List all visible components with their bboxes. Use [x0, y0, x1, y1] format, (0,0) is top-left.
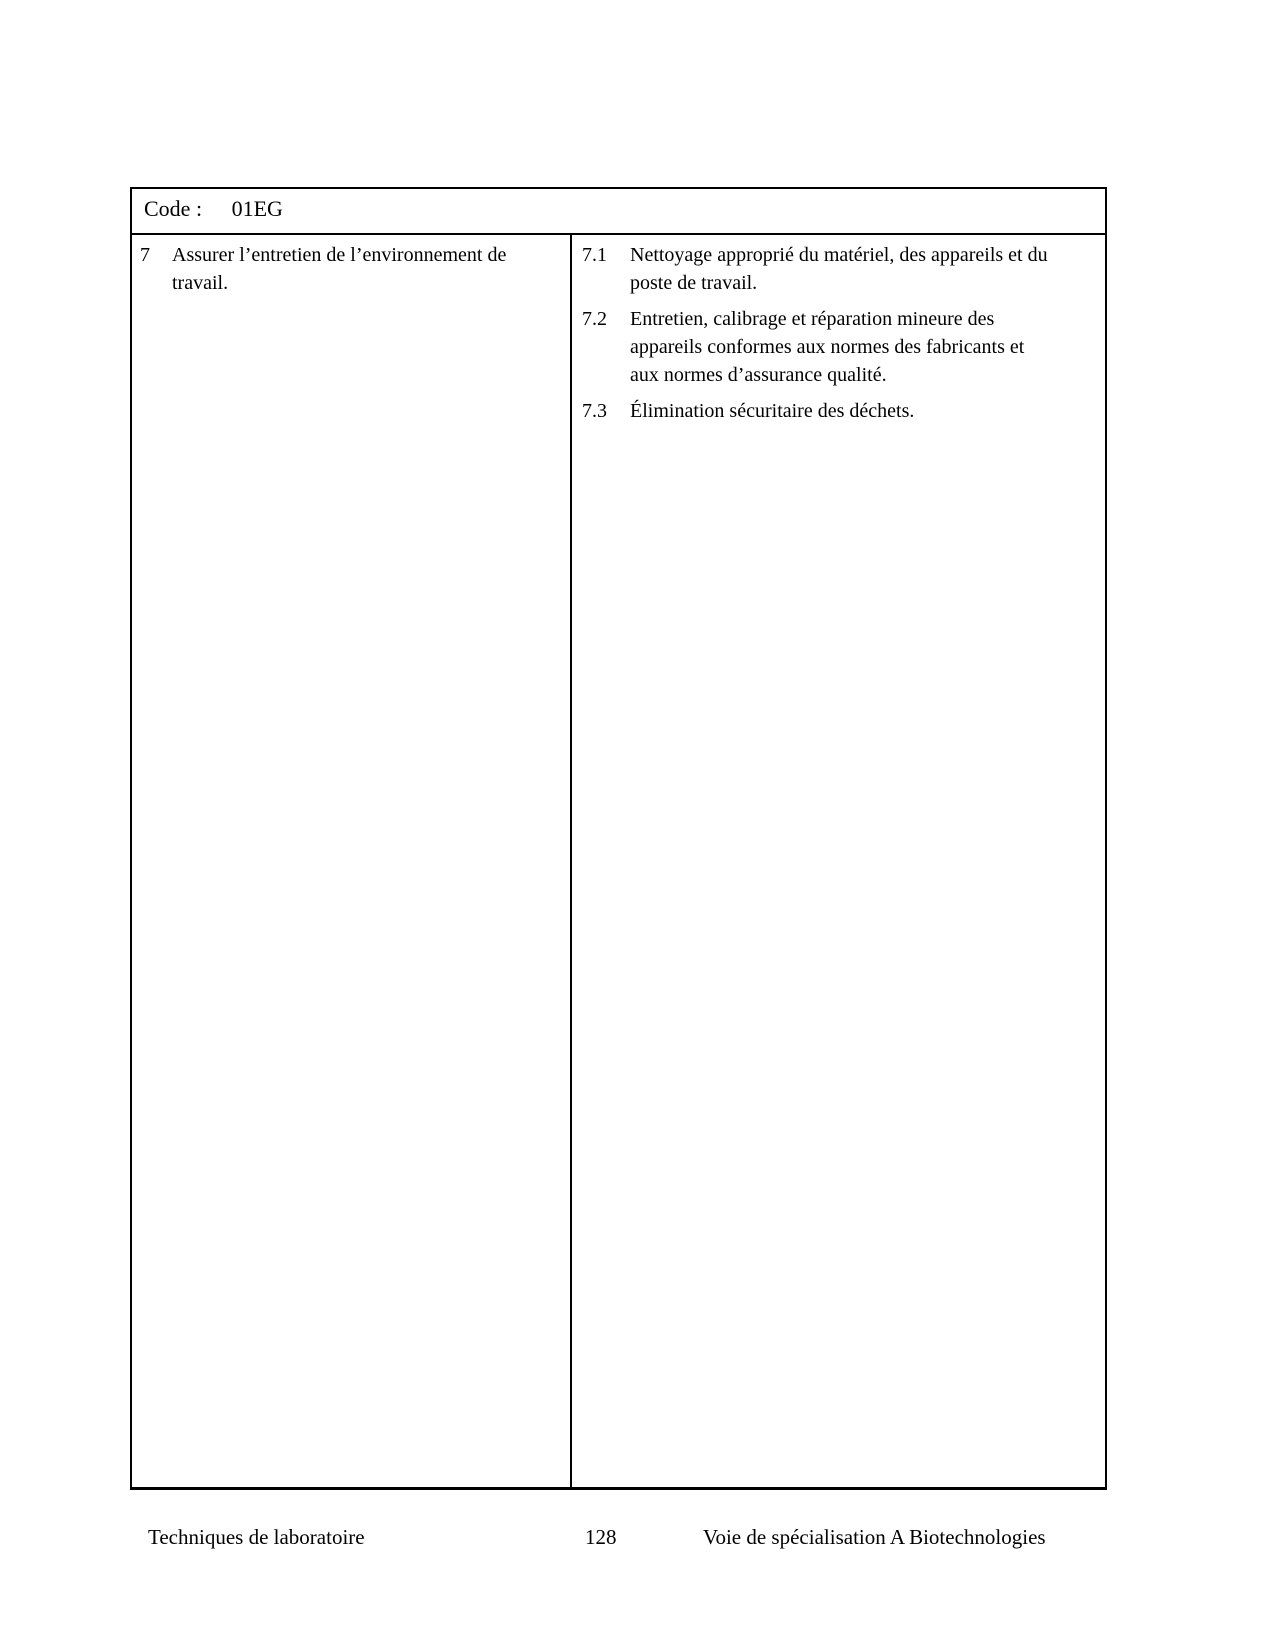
table-body [132, 235, 1105, 1487]
objective-number: 7 [140, 244, 150, 266]
criterion-number: 7.2 [582, 308, 607, 330]
criterion-row [572, 305, 1105, 389]
criterion-number: 7.1 [582, 244, 607, 266]
code-label: Code : [144, 196, 203, 221]
footer-section-title: Voie de spécialisation A Biotechnologies [703, 1525, 1046, 1549]
table-header-row [132, 189, 1105, 235]
criterion-text: Entretien, calibrage et réparation mineure des appareils conformes aux normes des fabricants et aux normes d’assurance qualité. [630, 308, 1025, 386]
criteria-cell [570, 235, 1105, 1487]
criterion-row [572, 241, 1105, 297]
page-footer [0, 1523, 1275, 1553]
footer-document-title: Techniques de laboratoire [148, 1525, 365, 1549]
page-number: 128 [585, 1525, 617, 1549]
objective-cell [132, 235, 570, 1487]
criterion-text: Élimination sécuritaire des déchets. [630, 400, 915, 422]
criterion-number: 7.3 [582, 400, 607, 422]
objective-text: Assurer l’entretien de l’environnement de travail. [172, 244, 507, 294]
criterion-text: Nettoyage approprié du matériel, des appareils et du poste de travail. [630, 244, 1048, 294]
code-table [130, 187, 1107, 1490]
code-value: 01EG [231, 196, 283, 221]
objective-row [132, 241, 570, 297]
criterion-row [572, 397, 1105, 425]
